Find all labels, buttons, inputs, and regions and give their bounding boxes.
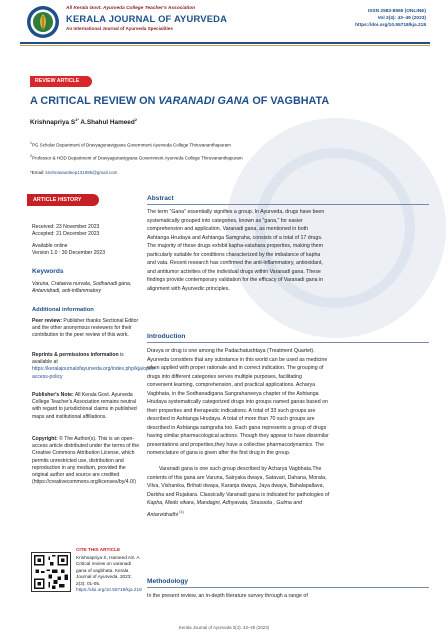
peer-review-note: Peer review: Publisher thanks Sectional Editor and the other anonymous reviewers for their contribution to the peer review of this work. [32, 318, 139, 339]
introduction-divider [147, 342, 429, 343]
association-name: All Kerala Govt. Ayurveda College Teacher's Association [66, 6, 196, 11]
introduction-paragraph-1: Dravya or drug is one among the Padachatushtaya (Treatment Quartet). Ayurveda considers that any substance in this world can be used as medicine when applied with proper rationale and in correct indication. The grouping of drugs into different categories serves multiple purposes, facilitating convenient learning, comprehension, and practical applications. Acharya Vagbhata, in the Sodhanadigana Sangrahaneeya chapter of the Ashtanga Hrudaya systematically categorized drugs into groups named ganas based on their properties and therapeutic indications. A total of 33 such groups are described in Ashtanga Hrudaya. A total of more than 70 such groups are described in Ashtanga samgraha too. Each gana represents a group of drugs having similar pharmacological actions. Though they appear to have dissimilar presentations and properties,they have a collective pharmacodynamics. The nomenclature of gana is given after the first drug in the group. [147, 348, 329, 456]
journal-name: KERALA JOURNAL OF AYURVEDA [66, 13, 228, 24]
doi-link[interactable]: https://doi.org/10.55718/kja.218 [355, 23, 426, 28]
corresponding-email: *Email: krishnasandeep131995@gmail.com [30, 170, 118, 175]
introduction-paragraph-2: Varanadi gana is one such group described by Acharya Vagbhata.The contents of this gana are Varuna, Sairyaka dwaya, Satavari, Dahana, Morata, Vilva, Vishanika, Brihati dwaya, Karanja dwaya, Jaya dwaya, Bahalapallava, Darbha and Rujakara. Classically Varanadi gana is indicated for pathologies of Kapha, Medo vikara, Mandagni, Adhyavata, Sirasoola , Gulma and Antarvidradhi $^{(1)}$ [147, 466, 330, 518]
publisher-note: Publisher's Note: All Kerala Govt. Ayurveda College Teacher's Association remains neutral with regard to jurisdictional claims in published maps and institutional affiliations. [32, 392, 137, 420]
cite-heading: CITE THIS ARTICLE [76, 547, 121, 552]
received-date: Received: 23 November 2023 [32, 224, 100, 230]
methodology-divider [147, 587, 429, 588]
author-list: Krishnapriya $S^{1*}$ A.Shahul Hameed$^2$ [30, 117, 137, 127]
journal-subtitle: An International Journal of Ayurveda Specialities [66, 26, 173, 31]
article-history-badge: ARTICLE HISTORY [27, 194, 99, 206]
article-type-badge: REVIEW ARTICLE [30, 76, 92, 87]
journal-logo [26, 5, 60, 39]
citation-text: Krishnapriya S, Hameed AS. A Critical review on varanadi gana of vagbhata. Kerala Journal of Ayurveda. 2023; 2(3): 01-05. https://doi.org/10.55718/kja.218 [76, 555, 142, 593]
accepted-date: Accepted: 21 December 2023 [32, 231, 100, 237]
affiliation-1: $^1$PG Scholar Department of Dravyagunavigyana Government Ayurveda College Thiruvananthapuram [30, 141, 231, 148]
page-footer: Kerala Journal of Ayurveda 2(4): 43–49 (2023) [178, 625, 270, 630]
header-divider [20, 42, 430, 44]
qr-code [31, 552, 71, 592]
additional-info-heading: Additional information [32, 307, 94, 313]
reprints-note: Reprints & permissions information is available at https://keralajournalofayurveda.org/index.php/kja/open-access-policy [32, 352, 157, 380]
abstract-body: The term "Gana" essentially signifies a group. In Ayurveda, drugs have been systematically grouped into categories, known as "gana," for easier comprehension and application. Varanadi gana, as mentioned in both Ashtanga Hrudaya and Ashtanga Samgraha, consists of a total of 17 drugs. The majority of these drugs exhibit kapha-vatahara properties, making them particularly suitable for conditions characterized by the imbalance of kapha and vata. Recent research has confirmed the anti-inflammatory, antioxidant, and antitumor activities of the individual drugs within Varanadi gana. These findings provide contemporary validation for the efficacy of Varanadi gana in alignment with Ayurvedic principles. [147, 209, 325, 292]
abstract-divider [147, 204, 429, 205]
reprints-link[interactable]: https://keralajournalofayurveda.org/index.php/kja/open-access-policy [32, 366, 157, 380]
issn-block [355, 8, 426, 29]
volume: Vol 2(4): 43–49 (2023) [377, 16, 426, 21]
email-link[interactable]: krishnasandeep131995@gmail.com [45, 170, 118, 175]
methodology-text: In the present review, an in-depth literature survey through a range of [147, 593, 308, 599]
available-online: Available online [32, 243, 68, 249]
article-title: A CRITICAL REVIEW ON VARANADI GANA OF VAGBHATA [30, 95, 330, 107]
copyright-note: Copyright: © The Author(s). This is an open-access article distributed under the terms of the Creative Commons Attribution License, which permits unrestricted use, distribution and reproduction in any medium, provided the original author and source are credited (https://creativecommons.org/licenses/by/4.0/) [32, 436, 140, 486]
affiliation-2: $^2$Professor & HOD Department of Dravyagunavigyana Government Ayurveda College Thiruvananthapuram [30, 154, 243, 161]
issn: ISSN 2583-8555 (ONLINE) [367, 9, 426, 14]
header-divider-accent [20, 45, 430, 46]
keywords-heading: Keywords [32, 268, 64, 275]
keywords-text: Varuna, Crataeva nurvala, Sodhanadi gana, Antarvidradi, anti-inflammatory [32, 281, 132, 295]
methodology-heading: Methodology [147, 578, 189, 585]
citation-doi-link[interactable]: https://doi.org/10.55718/kja.218 [76, 587, 142, 593]
introduction-heading: Introduction [147, 333, 186, 340]
abstract-heading: Abstract [147, 195, 174, 202]
version-date: Version 1.0 : 30 December 2023 [32, 250, 106, 256]
